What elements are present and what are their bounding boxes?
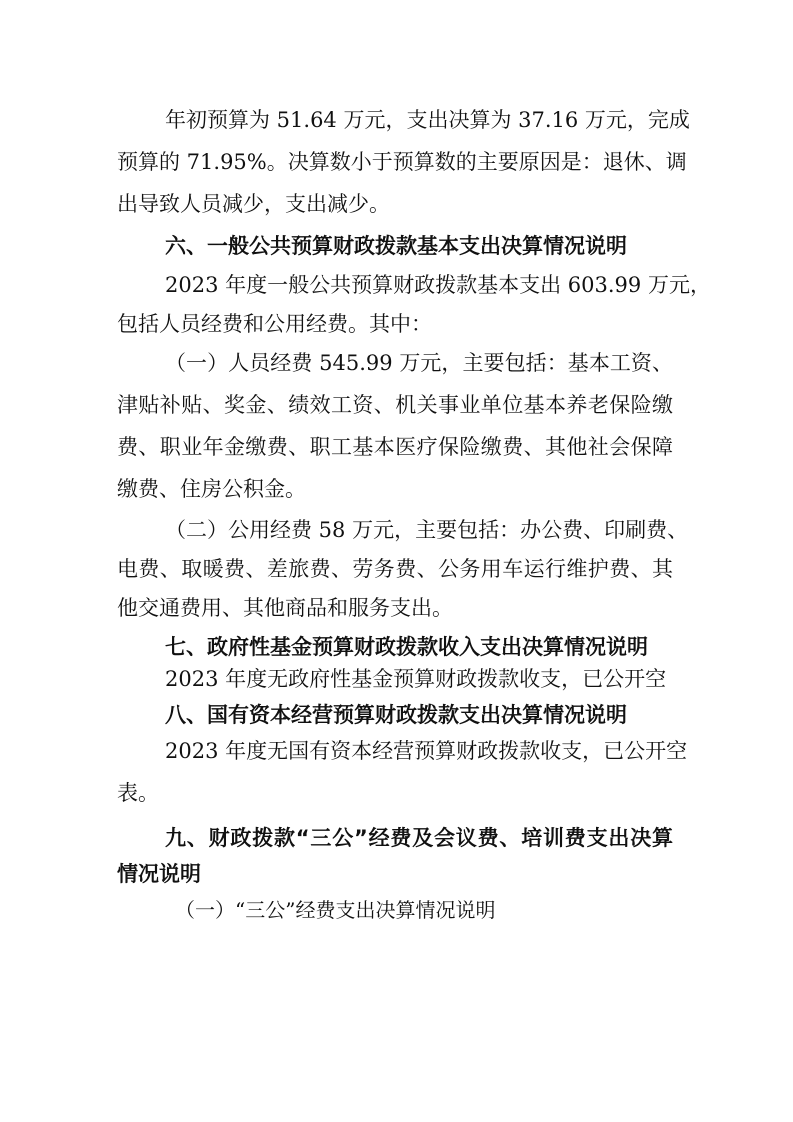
personnel-line-4: 缴费、住房公积金。	[117, 477, 306, 501]
section-6-heading: 六、一般公共预算财政拨款基本支出决算情况说明	[165, 234, 627, 258]
paragraph-1-line-3: 出导致人员减少，支出减少。	[117, 192, 390, 216]
section-6-intro-line-2: 包括人员经费和公用经费。其中：	[117, 312, 432, 336]
section-7-body: 2023 年度无政府性基金预算财政拨款收支，已公开空	[165, 667, 667, 691]
section-8-body-line-1: 2023 年度无国有资本经营预算财政拨款收支，已公开空	[165, 739, 688, 763]
personnel-line-3: 费、职业年金缴费、职工基本医疗保险缴费、其他社会保障	[117, 435, 673, 459]
paragraph-1-line-1: 年初预算为 51.64 万元，支出决算为 37.16 万元，完成	[165, 108, 690, 132]
section-7-heading: 七、政府性基金预算财政拨款收入支出决算情况说明	[165, 635, 648, 659]
personnel-line-2: 津贴补贴、奖金、绩效工资、机关事业单位基本养老保险缴	[117, 393, 673, 417]
section-9-sub-heading: （一）“三公”经费支出决算情况说明	[175, 898, 496, 922]
section-8-heading: 八、国有资本经营预算财政拨款支出决算情况说明	[165, 703, 627, 727]
section-6-intro-line-1: 2023 年度一般公共预算财政拨款基本支出 603.99 万元，	[165, 273, 711, 297]
section-9-heading-line-2: 情况说明	[117, 862, 201, 886]
public-line-2: 电费、取暖费、差旅费、劳务费、公务用车运行维护费、其	[117, 557, 673, 581]
paragraph-1-line-2: 预算的 71.95%。决算数小于预算数的主要原因是：退休、调	[117, 150, 687, 174]
section-9-heading-line-1: 九、财政拨款“三公”经费及会议费、培训费支出决算	[165, 826, 673, 850]
public-line-3: 他交通费用、其他商品和服务支出。	[117, 596, 453, 620]
public-line-1: （二）公用经费 58 万元，主要包括：办公费、印刷费、	[165, 518, 689, 542]
personnel-line-1: （一）人员经费 545.99 万元，主要包括：基本工资、	[165, 351, 673, 375]
section-8-body-line-2: 表。	[117, 781, 159, 805]
